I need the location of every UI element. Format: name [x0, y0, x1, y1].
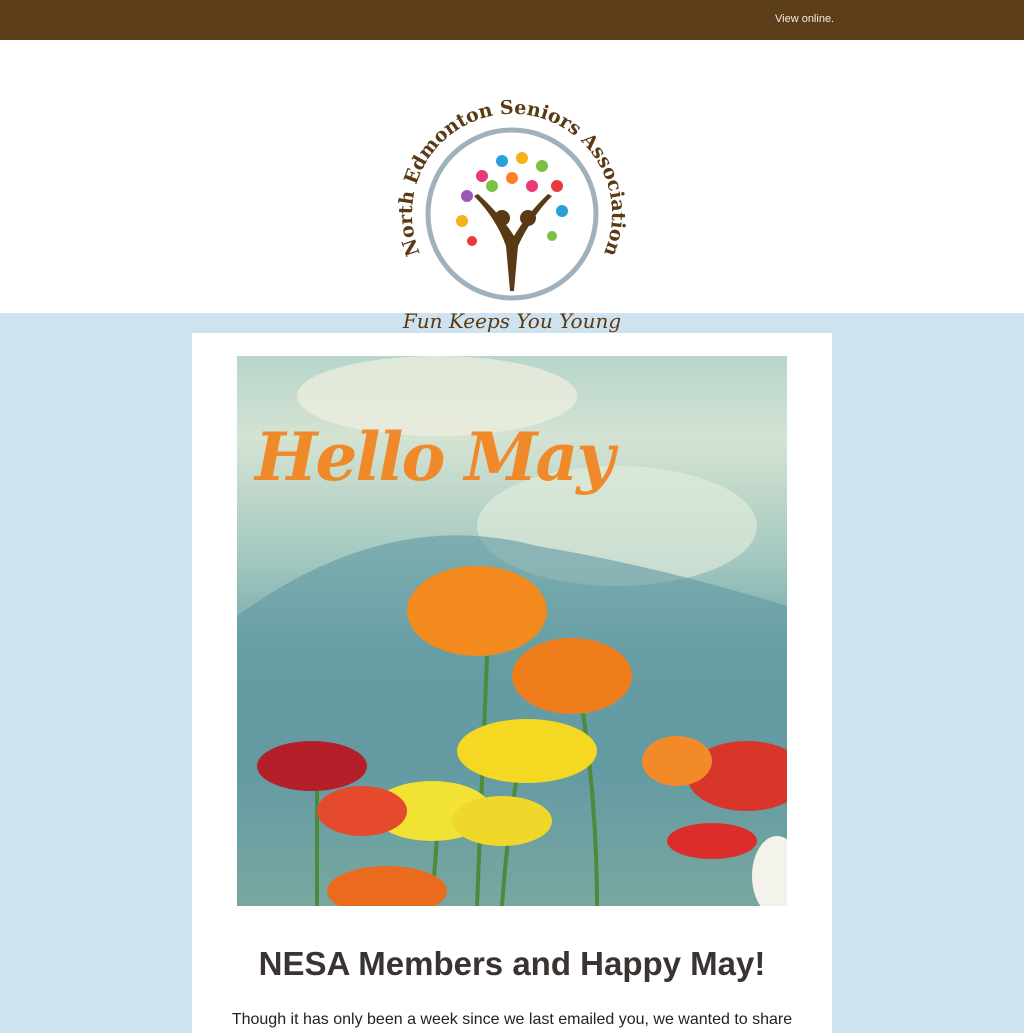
intro-paragraph: Though it has only been a week since we last emailed you, we wanted to share: [231, 1011, 793, 1028]
view-online-link[interactable]: View online.: [775, 13, 835, 25]
header: [0, 40, 1024, 333]
logo-org-name: North Edmonton Seniors Association: [394, 96, 630, 260]
tree-icon: [456, 152, 568, 291]
logo-tagline: Fun Keeps You Young: [402, 309, 622, 333]
content-card: [192, 333, 832, 1033]
hero-image: [237, 356, 787, 906]
top-bar: [0, 0, 1024, 40]
newsletter-heading: NESA Members and Happy May!: [258, 945, 766, 982]
nesa-logo[interactable]: [392, 86, 632, 344]
hero-heading: Hello May: [255, 418, 613, 496]
